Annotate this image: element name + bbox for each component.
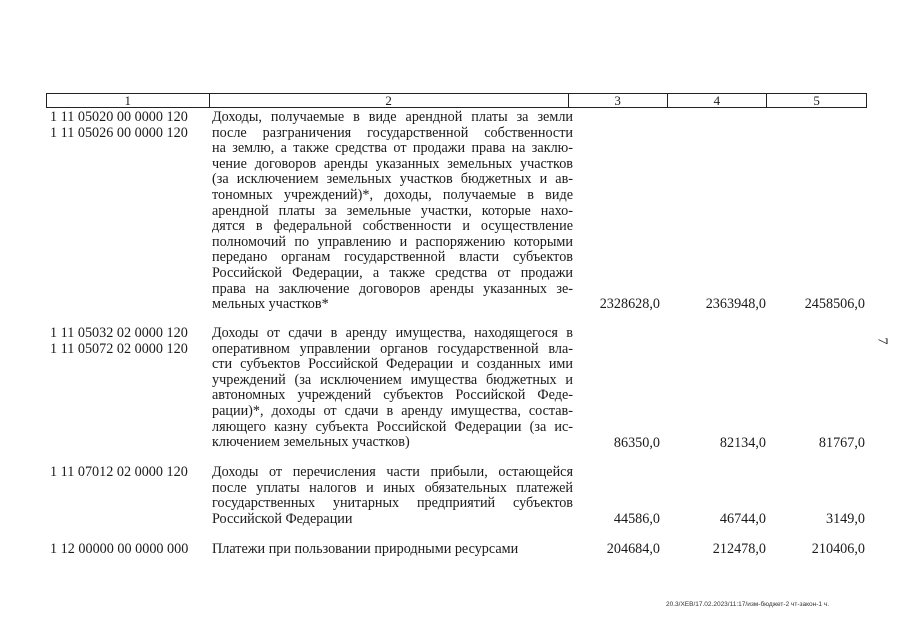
- table-header: [46, 93, 867, 108]
- description-line: Доходы от сдачи в аренду имущества, находящегося в: [212, 325, 573, 341]
- budget-code: 1 11 05032 02 0000 120: [50, 325, 188, 341]
- header-col-3: 3: [569, 94, 668, 107]
- description-line: учреждений (за исключением имущества бюджетных и: [212, 371, 573, 388]
- header-col-4: 4: [668, 94, 768, 107]
- value-col-5: 210406,0: [811, 541, 865, 557]
- description-line: мельных участков*: [212, 296, 329, 313]
- value-col-3: 44586,0: [613, 511, 660, 527]
- description-line: ключением земельных участков): [212, 434, 410, 451]
- description-line: Доходы, получаемые в виде арендной платы за земли: [212, 109, 573, 125]
- row-description: [212, 465, 573, 527]
- description-line: Российской Федерации: [212, 510, 353, 527]
- row-codes: [50, 542, 210, 558]
- value-col-5: 81767,0: [818, 435, 865, 451]
- row-codes: [50, 110, 210, 141]
- description-line: (за исключением земельных участков бюджетных и ав-: [212, 171, 573, 188]
- header-col-5: 5: [813, 93, 820, 108]
- description-line: дятся в федеральной собственности и осуществление: [212, 218, 573, 235]
- value-col-4: 212478,0: [712, 541, 766, 557]
- description-line: Платежи при пользовании природными ресурсами: [212, 541, 519, 557]
- description-line: автономных учреждений субъектов Российской Феде-: [212, 387, 573, 404]
- value-col-3: 2328628,0: [599, 296, 660, 312]
- description-line: после уплаты налогов и иных обязательных платежей: [212, 479, 573, 496]
- description-line: передано органам государственной власти субъектов: [212, 249, 573, 266]
- page-number: 7: [874, 337, 890, 345]
- description-line: права на заключение договоров аренды указанных зе-: [212, 280, 573, 297]
- budget-code: 1 11 05026 00 0000 120: [50, 124, 188, 141]
- description-line: тономных учреждений)*, доходы, получаемые в виде: [212, 186, 573, 203]
- header-col-1: 1: [47, 94, 210, 107]
- budget-code: 1 12 00000 00 0000 000: [50, 541, 189, 557]
- budget-code: 1 11 07012 02 0000 120: [50, 464, 188, 480]
- description-line: Доходы от перечисления части прибыли, остающейся: [212, 464, 573, 480]
- row-codes: [50, 326, 210, 357]
- description-line: сти субъектов Российской Федерации и созданных ими: [212, 356, 573, 373]
- value-col-5: 2458506,0: [804, 296, 865, 312]
- description-line: полномочий по управлению и распоряжению которыми: [212, 233, 573, 250]
- budget-code: 1 11 05020 00 0000 120: [50, 109, 188, 125]
- row-description: [212, 110, 573, 313]
- description-line: после разграничения государственной собственности: [212, 124, 573, 141]
- description-line: ляющего казну субъекта Российской Федерации (за ис-: [212, 418, 573, 435]
- description-line: оперативном управлении органов государственной вла-: [212, 340, 573, 357]
- value-col-3: 204684,0: [606, 541, 660, 557]
- row-codes: [50, 465, 210, 481]
- budget-code: 1 11 05072 02 0000 120: [50, 340, 188, 357]
- description-line: Российской Федерации, а также средства от продажи: [212, 264, 573, 281]
- row-description: [212, 542, 573, 558]
- value-col-4: 46744,0: [719, 511, 766, 527]
- value-col-3: 86350,0: [613, 435, 660, 451]
- description-line: арендной платы за земельные участки, которые нахо-: [212, 202, 573, 219]
- description-line: на землю, а также средства от продажи права на заклю-: [212, 140, 573, 157]
- description-line: рации)*, доходы от сдачи в аренду имущества, состав-: [212, 402, 573, 419]
- value-col-4: 82134,0: [719, 435, 766, 451]
- description-line: чение договоров аренды указанных земельных участков: [212, 155, 573, 172]
- value-col-4: 2363948,0: [705, 296, 766, 312]
- description-line: государственных унитарных предприятий субъектов: [212, 495, 573, 512]
- row-description: [212, 326, 573, 451]
- header-col-2: 2: [210, 94, 569, 107]
- document-footer: 20.3/ХЕВ/17.02.2023/11:17/изм-бюджет-2 чт-закон-1 ч.: [666, 601, 830, 608]
- value-col-5: 3149,0: [825, 511, 865, 527]
